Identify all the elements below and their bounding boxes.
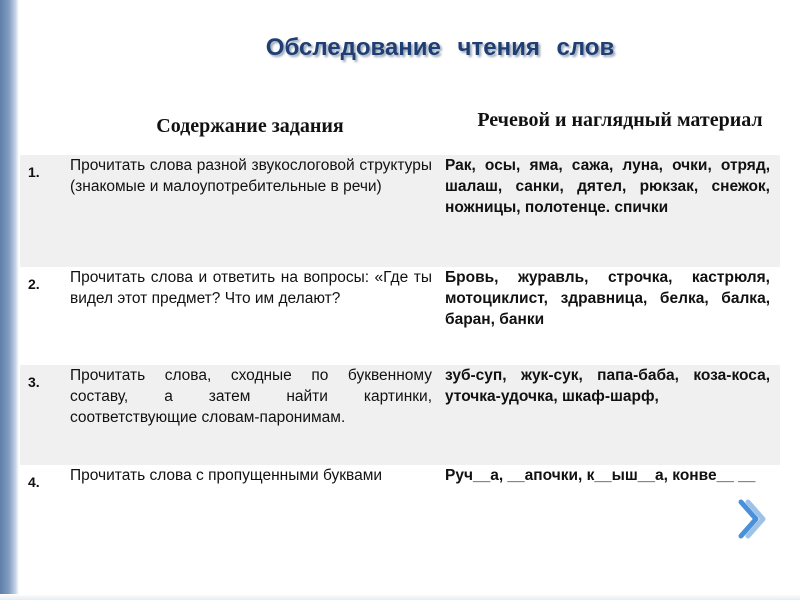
row-number: 3. [28,374,40,390]
material-text: зуб-суп, жук-сук, папа-баба, коза-коса, уточка-удочка, шкаф-шарф, [445,367,770,405]
task-text: Прочитать слова, сходные по буквенному составу, а затем найти картинки, соответствующие словам-паронимам. [70,367,432,426]
slide-title: Обследование чтения слов [265,34,615,61]
header-speech-material: Речевой и наглядный материал [477,109,763,131]
table-row [20,155,780,267]
chevron-right-icon[interactable] [736,498,766,540]
material-text: Руч__а, __апочки, к__ыш__а, конве__ __ [445,467,756,484]
row-number: 2. [28,276,40,292]
material-text: Рак, осы, яма, сажа, луна, очки, отряд, шалаш, санки, дятел, рюкзак, снежок, ножницы, полотенце. спички [445,157,770,216]
task-text: Прочитать слова разной звукослоговой структуры (знакомые и малоупотребительные в речи) [70,157,432,195]
table-row [20,267,780,365]
left-decorative-band [0,0,19,600]
table-row [20,465,780,595]
task-text: Прочитать слова с пропущенными буквами [70,467,383,484]
task-text: Прочитать слова и ответить на вопросы: «Где ты видел этот предмет? Что им делают? [70,269,432,307]
row-number: 4. [28,474,40,490]
assessment-table [20,95,780,595]
row-number: 1. [28,164,40,180]
table-row [20,365,780,465]
header-task-content: Содержание задания [156,115,344,137]
material-text: Бровь, журавль, строчка, кастрюля, мотоциклист, здравница, белка, балка, баран, банки [445,269,770,328]
